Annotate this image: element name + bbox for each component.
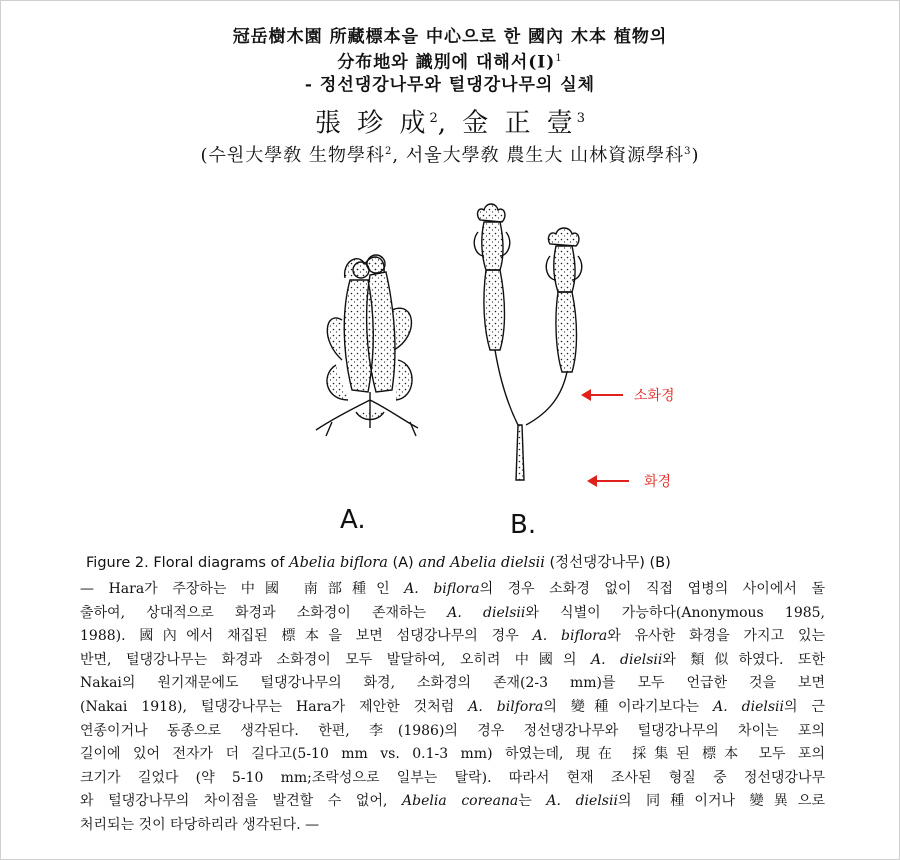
affil-separator: , [392, 145, 406, 166]
body-line-2 [80, 602, 825, 626]
caption-prefix: Figure 2. Floral diagrams of [86, 555, 290, 571]
author-1-mark: 2 [429, 111, 438, 126]
annotation-peduncle: 화경 [644, 473, 672, 489]
body-line-8: 길이에 있어 전자가 더 길다고(5-10 mm vs. 0.1-3 mm) 하였는데, 現在 採集된 標本 모두 포의 [80, 746, 825, 763]
body-text-run: 와 털댕강나무의 차이점을 발견할 수 없어, [80, 793, 403, 810]
annotation-pedicel: 소화경 [634, 387, 675, 403]
body-text-run: — Hara가 주장하는 中國 南部種인 [80, 581, 405, 597]
body-species-run: A. bilfora [468, 698, 544, 715]
body-species-run: A. dielsii [590, 651, 663, 668]
body-species-run: A. dielsii [713, 698, 784, 715]
floral-diagram-figure [80, 160, 800, 550]
title-line-2-text: 分布地와 識別에 대해서(I) [337, 52, 556, 73]
body-line-5: Nakai의 원기재문에도 털댕강나무의 화경, 소화경의 존재(2-3 mm)를 모두 언급한 것을 보면 [80, 675, 825, 692]
title-line-3: - 정선댕강나무와 털댕강나무의 실체 [304, 74, 596, 95]
body-text-run: 1988). 國內에서 채집된 標本을 보면 섬댕강나무의 경우 [80, 628, 533, 645]
title-line-1: 冠岳樹木園 所藏標本을 中心으로 한 國內 木本 植物의 [232, 27, 668, 47]
figure-label-a: A. [340, 505, 366, 535]
body-line-7: 연종이거나 동종으로 생각된다. 한편, 李(1986)의 경우 정선댕강나무와 털댕강나무의 차이는 포의 [80, 722, 825, 739]
body-text-run: 와 식별이 가능하다(Anonymous 1985, [525, 604, 825, 621]
drawing-a [316, 255, 418, 436]
caption-species-a: Abelia biflora [289, 555, 388, 571]
body-text-run: 와 유사한 화경을 가지고 있는 [607, 628, 825, 645]
author-1: 張 珍 成 [314, 108, 430, 139]
body-species-run: A. dielsii [447, 604, 526, 621]
body-text-run: 와 類似하였다. 또한 [662, 651, 825, 668]
body-text-run: 의 근 [783, 698, 826, 715]
body-line-1 [80, 578, 825, 602]
title-line-2 [0, 48, 900, 74]
affil-part-1: 수원大學敎 生物學科 [208, 145, 386, 166]
author-separator: , [437, 108, 463, 139]
caption-mid-1: (A) [387, 555, 419, 571]
affil-open: ( [200, 145, 209, 166]
body-text-run: 의 同種이거나 變異으로 [617, 793, 825, 810]
body-line-10 [80, 790, 825, 814]
affil-part-2-mark: 3 [684, 146, 692, 157]
body-paragraph [80, 578, 825, 838]
body-species-run: A. biflora [532, 628, 608, 645]
body-text-run: 는 [518, 793, 547, 810]
author-2: 金 正 壹 [462, 108, 577, 139]
caption-species-b: and Abelia dielsii [418, 555, 545, 571]
body-line-9: 크기가 길었다 (약 5-10 mm;조락성으로 일부는 탈락). 따라서 현재 조사된 형질 중 정선댕강나무 [80, 769, 825, 786]
body-species-run: A. dielsii [546, 793, 618, 810]
drawing-b [474, 204, 582, 480]
paper-title [0, 26, 900, 96]
title-footnote-mark: 1 [555, 53, 563, 64]
figure-caption [86, 551, 671, 572]
body-text-run: (Nakai 1918), 털댕강나무는 Hara가 제안한 것처럼 [80, 698, 469, 715]
peduncle-arrow-icon [589, 480, 629, 482]
body-text-run: 의 경우 소화경 없이 직접 엽병의 사이에서 돌 [479, 581, 825, 597]
author-2-mark: 3 [576, 111, 586, 126]
body-line-4 [80, 649, 825, 673]
figure-label-b: B. [510, 510, 537, 540]
body-line-6 [80, 696, 825, 720]
affil-part-1-mark: 2 [385, 146, 393, 157]
pedicel-arrow-icon [583, 394, 623, 396]
affil-close: ) [691, 145, 700, 166]
body-text-run: 출하여, 상대적으로 화경과 소화경이 존재하는 [80, 604, 448, 621]
body-species-run: Abelia coreana [402, 793, 519, 810]
body-line-11: 처리되는 것이 타당하리라 생각된다. — [80, 816, 320, 833]
body-text-run: 의 變種이라기보다는 [543, 698, 714, 715]
body-text-run: 반면, 털댕강나무는 화경과 소화경이 모두 발달하여, 오히려 中國의 [80, 651, 591, 668]
body-line-3 [80, 625, 825, 649]
body-species-run: A. biflora [404, 581, 480, 597]
caption-mid-2: (정선댕강나무) (B) [544, 555, 671, 571]
affil-part-2: 서울大學敎 農生大 山林資源學科 [405, 145, 685, 166]
authors [0, 104, 900, 139]
